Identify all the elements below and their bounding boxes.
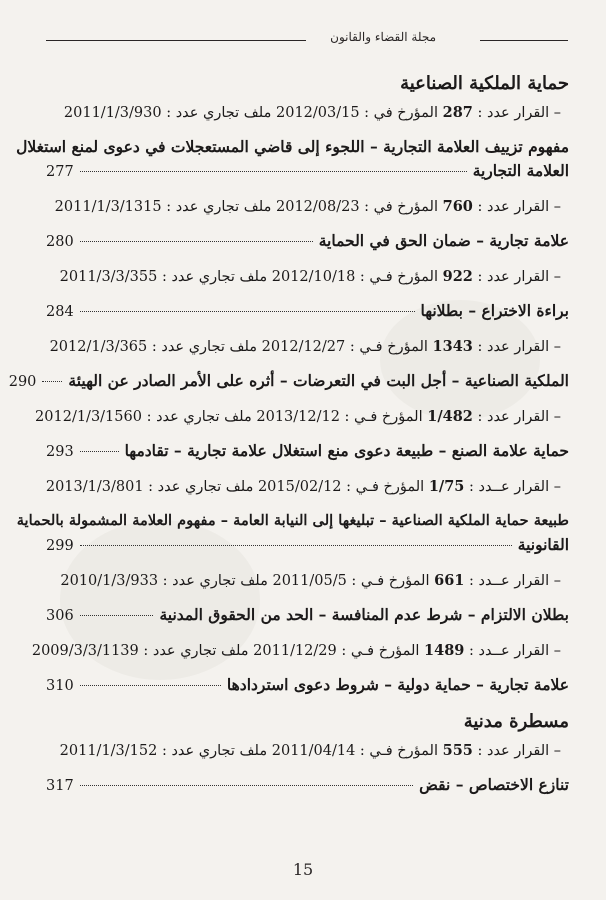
page-number: 284 [46,304,74,320]
leader-dots [80,311,415,312]
topic-text-continued: العلامة التجارية [472,161,569,180]
leader-dots [80,785,413,786]
page-number: 310 [46,678,74,694]
leader-dots [80,171,467,172]
page-number: 277 [46,164,74,180]
toc-entry [16,102,569,184]
section-title: مسطرة مدنية [463,711,569,732]
topic-link[interactable] [46,299,569,324]
topic-text: الملكية الصناعية – أجل البت في التعرضات – أثره على الأمر الصادر عن الهيئة [68,371,569,390]
running-header [46,28,568,50]
topic-text-continued: القانونية [517,535,569,554]
page-number: 290 [8,374,37,390]
page-number: 280 [46,234,74,250]
leader-dots [42,381,62,382]
header-rule-right [480,40,568,41]
toc-entry [16,476,569,558]
topic-link[interactable] [46,773,569,798]
decision-reference: – القرار عدد : 1343 المؤرخ فـي : 2012/12/27 ملف تجاري عدد : 2012/1/3/365 [49,338,561,355]
toc-entry [35,406,569,464]
leader-dots [80,615,154,616]
topic-link[interactable] [8,369,569,394]
page-footer-number: 15 [292,860,314,879]
topic-text: مفهوم تزييف العلامة التجارية – اللجوء إلى قاضي المستعجلات في دعوى لمنع استغلال [16,137,569,156]
topic-link[interactable] [46,439,569,464]
toc-entry [8,336,569,394]
topic-link[interactable] [16,135,569,184]
toc-entry [46,266,569,324]
topic-link[interactable] [46,673,569,698]
decision-reference: – القرار عدد : 555 المؤرخ فـي : 2011/04/14 ملف تجاري عدد : 2011/1/3/152 [59,742,561,759]
leader-dots [80,241,313,242]
topic-text: تنازع الاختصاص – نقض [419,775,569,794]
leader-dots [80,451,119,452]
page-number: 306 [46,608,74,624]
topic-text: حماية علامة الصنع – طبيعة دعوى منع استغلال علامة تجارية – تقادمها [124,441,569,460]
table-of-contents [8,72,569,810]
toc-entry [46,740,569,798]
toc-entry [46,570,569,628]
decision-reference: – القرار عدد : 760 المؤرخ في : 2012/08/23 ملف تجاري عدد : 2011/1/3/1315 [54,198,561,215]
decision-reference: – القرار عدد : 287 المؤرخ في : 2012/03/15 ملف تجاري عدد : 2011/1/3/930 [63,104,561,121]
topic-text: طبيعة حماية الملكية الصناعية – تبليغها إلى النيابة العامة – مفهوم العلامة المشمولة بالحماية [16,512,569,529]
toc-entry [46,196,569,254]
page-number: 293 [46,444,74,460]
decision-reference: – القرار عــدد : 661 المؤرخ فـي : 2011/05/5 ملف تجاري عدد : 2010/1/3/933 [60,572,561,589]
topic-link[interactable] [16,509,569,558]
page-number: 299 [46,538,74,554]
decision-reference: – القرار عدد : 922 المؤرخ فـي : 2012/10/18 ملف تجاري عدد : 2011/3/3/355 [59,268,561,285]
leader-dots [80,685,221,686]
decision-reference: – القرار عدد : 1/482 المؤرخ فـي : 2013/12/12 ملف تجاري عدد : 2012/1/3/1560 [35,408,561,425]
page-number: 317 [46,778,74,794]
header-rule-left [46,40,306,41]
topic-text: براءة الاختراع – بطلانها [420,301,569,320]
decision-reference: – القرار عــدد : 1/75 المؤرخ فـي : 2015/02/12 ملف تجاري عدد : 2013/1/3/801 [45,478,561,495]
topic-text: بطلان الالتزام – شرط عدم المنافسة – الحد من الحقوق المدنية [159,605,569,624]
leader-dots [80,545,512,546]
section-title: حماية الملكية الصناعية [400,73,569,94]
decision-reference: – القرار عــدد : 1489 المؤرخ فـي : 2011/12/29 ملف تجاري عدد : 2009/3/3/1139 [31,642,561,659]
topic-link[interactable] [46,603,569,628]
journal-title: مجلة القضاء والقانون [330,30,436,44]
topic-link[interactable] [46,229,569,254]
topic-text: علامة تجارية – ضمان الحق في الحماية [318,231,569,250]
topic-text: علامة تجارية – حماية دولية – شروط دعوى استردادها [226,675,569,694]
toc-entry [31,640,569,698]
